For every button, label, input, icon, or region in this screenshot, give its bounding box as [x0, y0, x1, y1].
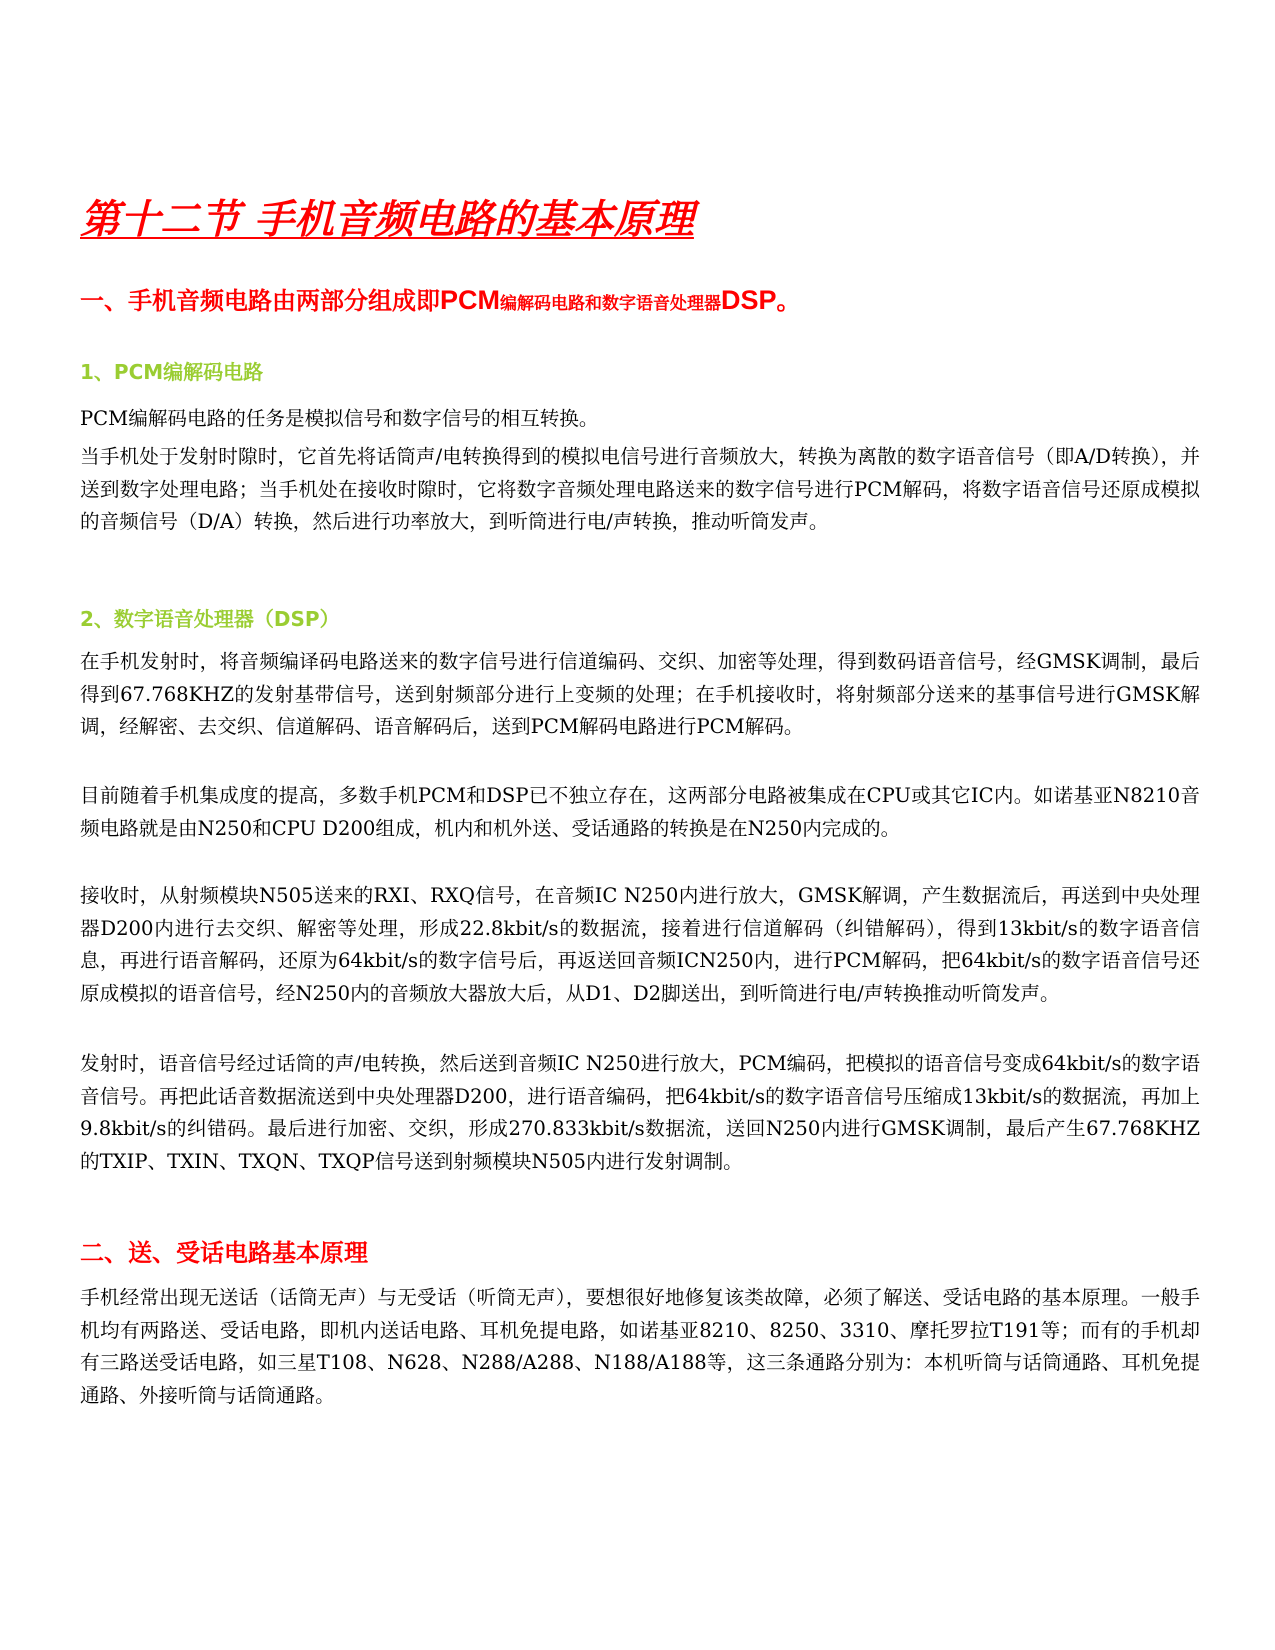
- subsection-2-paragraph-2: 目前随着手机集成度的提高，多数手机PCM和DSP已不独立存在，这两部分电路被集成在CPU或其它IC内。如诺基亚N8210音频电路就是由N250和CPU D200组成，机内和机外送、受话通路的转换是在N250内完成的。: [80, 784, 1200, 840]
- section-1-heading-middle: 编解码电路和数字语音处理器: [500, 294, 721, 314]
- section-1-heading-pcm: PCM: [440, 285, 500, 315]
- section-1-heading: [80, 283, 801, 321]
- section-1-heading-dsp: DSP: [721, 285, 777, 315]
- page-title: 第十二节 手机音频电路的基本原理: [80, 196, 694, 243]
- subsection-2-heading: 2、数字语音处理器（DSP）: [80, 607, 340, 631]
- section-1-heading-prefix: 一、手机音频电路由两部分组成即: [80, 287, 440, 315]
- subsection-1-paragraph-2: 当手机处于发射时隙时，它首先将话筒声/电转换得到的模拟电信号进行音频放大，转换为离散的数字语音信号（即A/D转换），并送到数字处理电路；当手机处在接收时隙时，它将数字音频处理电路送来的数字信号进行PCM解码，将数字语音信号还原成模拟的音频信号（D/A）转换，然后进行功率放大，到听筒进行电/声转换，推动听筒发声。: [80, 445, 1200, 533]
- subsection-2-paragraph-3: 接收时，从射频模块N505送来的RXI、RXQ信号，在音频IC N250内进行放大，GMSK解调，产生数据流后，再送到中央处理器D200内进行去交织、解密等处理，形成22.8kbit/s的数据流，接着进行信道解码（纠错解码），得到13kbit/s的数字语音信息，再进行语音解码，还原为64kbit/s的数字信号后，再返送回音频ICN250内，进行PCM解码，把64kbit/s的数字语音信号还原成模拟的语音信号，经N250内的音频放大器放大后，从D1、D2脚送出，到听筒进行电/声转换推动听筒发声。: [80, 884, 1200, 1005]
- subsection-1-paragraph-1: PCM编解码电路的任务是模拟信号和数字信号的相互转换。: [80, 407, 599, 430]
- section-2-paragraph-1: 手机经常出现无送话（话筒无声）与无受话（听筒无声），要想很好地修复该类故障，必须了解送、受话电路的基本原理。一般手机均有两路送、受话电路，即机内送话电路、耳机免提电路，如诺基亚8210、8250、3310、摩托罗拉T191等；而有的手机却有三路送受话电路，如三星T108、N628、N288/A288、N188/A188等，这三条通路分别为：本机听筒与话筒通路、耳机免提通路、外接听筒与话筒通路。: [80, 1286, 1200, 1407]
- subsection-1-heading: 1、PCM编解码电路: [80, 360, 264, 384]
- subsection-2-paragraph-4: 发射时，语音信号经过话筒的声/电转换，然后送到音频IC N250进行放大，PCM编码，把模拟的语音信号变成64kbit/s的数字语音信号。再把此话音数据流送到中央处理器D200，进行语音编码，把64kbit/s的数字语音信号压缩成13kbit/s的数据流，再加上9.8kbit/s的纠错码。最后进行加密、交织，形成270.833kbit/s数据流，送回N250内进行GMSK调制，最后产生67.768KHZ的TXIP、TXIN、TXQN、TXQP信号送到射频模块N505内进行发射调制。: [80, 1052, 1200, 1173]
- section-2-heading: 二、送、受话电路基本原理: [80, 1239, 368, 1267]
- section-1-heading-suffix: 。: [776, 287, 801, 315]
- subsection-2-paragraph-1: 在手机发射时，将音频编译码电路送来的数字信号进行信道编码、交织、加密等处理，得到数码语音信号，经GMSK调制，最后得到67.768KHZ的发射基带信号，送到射频部分进行上变频的处理；在手机接收时，将射频部分送来的基事信号进行GMSK解调，经解密、去交织、信道解码、语音解码后，送到PCM解码电路进行PCM解码。: [80, 650, 1200, 738]
